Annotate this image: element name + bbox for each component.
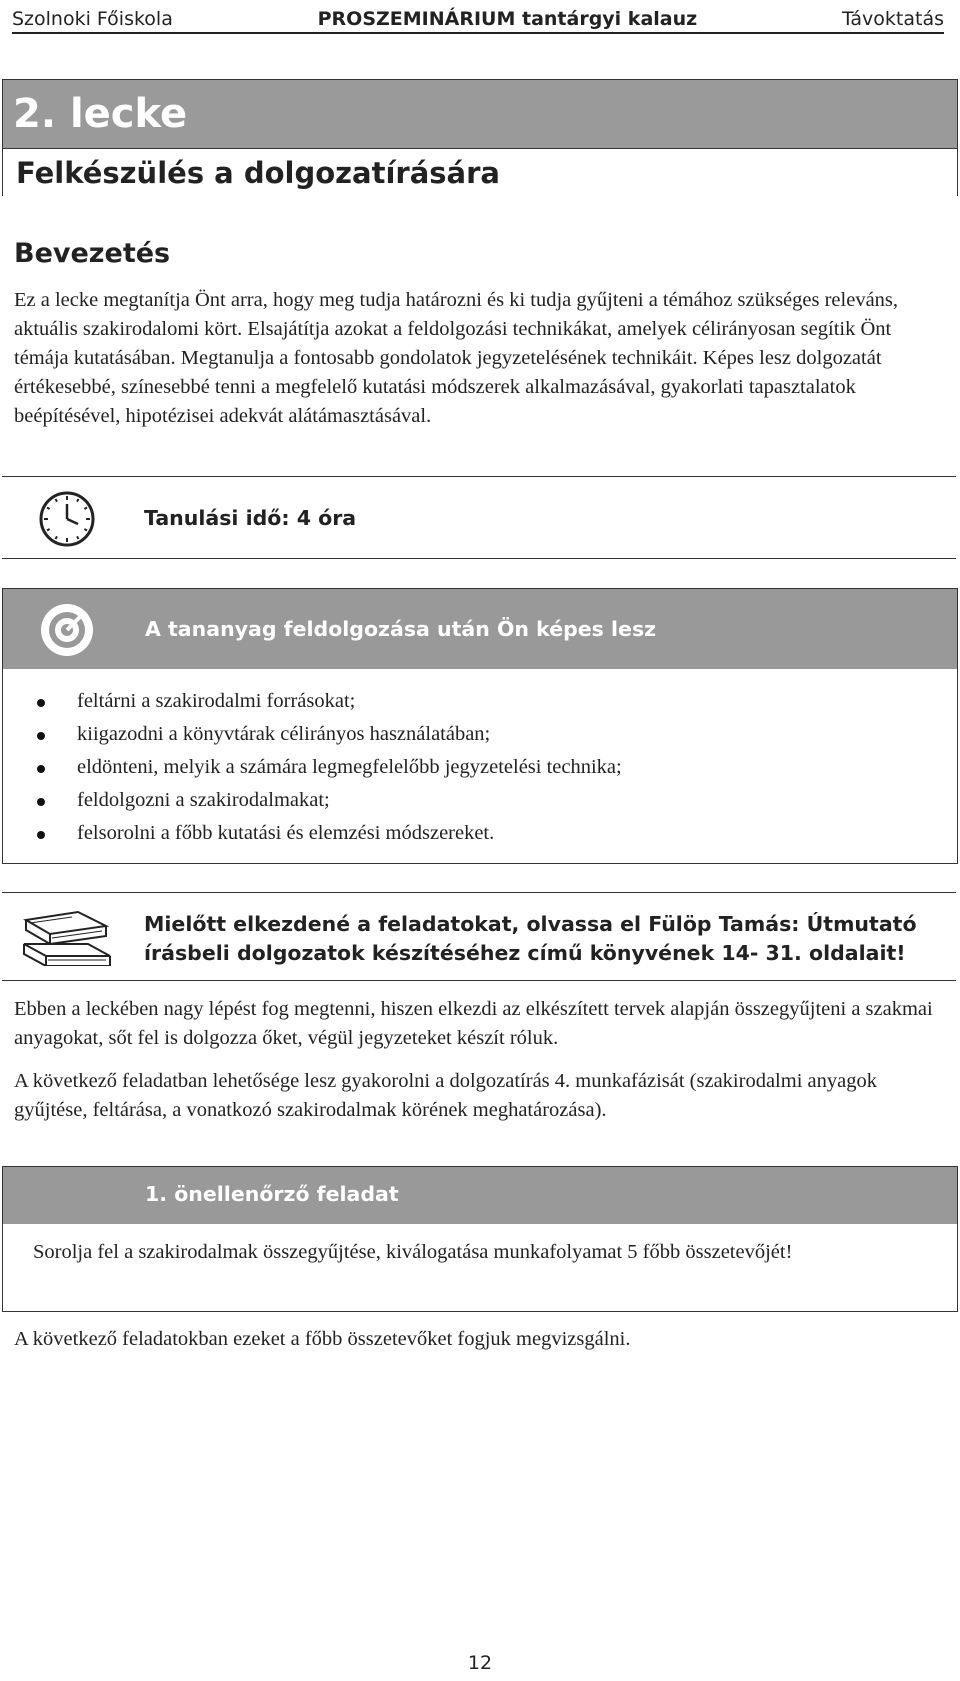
lesson-title-box xyxy=(2,79,958,196)
intro-paragraph: Ez a lecke megtanítja Önt arra, hogy meg tudja határozni és ki tudja gyűjteni a témához szükséges releváns, aktuális szakirodalomi kört. Elsajátítja azokat a feldolgozási technikákat, amelyek célirányosan segítik Önt témája kutatásában. Megtanulja a fontosabb gondolatok jegyzetelésének technikáit. Képes lesz dolgozatát értékesebbé, színesebbé tenni a megfelelő kutatási módszerek alkalmazásával, gyakorlati tapasztalatok beépítésével, hipotézisei adekvát alátámasztásával. xyxy=(14,289,899,427)
header-program: Távoktatás xyxy=(841,8,944,30)
header-institution: Szolnoki Főiskola xyxy=(12,8,173,30)
study-time-label: Tanulási idő: 4 óra xyxy=(144,506,357,530)
page-number: 12 xyxy=(467,1652,493,1674)
page-header xyxy=(12,6,944,34)
divider xyxy=(2,892,956,893)
bullet-icon xyxy=(37,831,45,839)
clock-icon xyxy=(38,490,96,552)
bullet-icon xyxy=(37,798,45,806)
body-paragraph: A következő feladatban lehetősége lesz gyakorolni a dolgozatírás 4. munkafázisát (szakirodalmi anyagok gyűjtése, feltárása, a vonatkozó szakirodalmak körének meghatározása). xyxy=(14,1070,877,1121)
reading-assignment: Mielőtt elkezdené a feladatokat, olvassa el Fülöp Tamás: Útmutató írásbeli dolgozatok készítéséhez című könyvének 14- 31. oldalait! xyxy=(144,912,917,965)
bullet-icon xyxy=(37,732,45,740)
list-item: eldönteni, melyik a számára legmegfelelőbb jegyzetelési technika; xyxy=(3,751,622,784)
list-item: feltárni a szakirodalmi forrásokat; xyxy=(3,685,622,718)
closing-paragraph: A következő feladatokban ezeket a főbb összetevőket fogjuk megvizsgálni. xyxy=(14,1328,631,1350)
learning-goals-list xyxy=(3,685,622,850)
learning-goals-box xyxy=(2,588,958,864)
learning-goals-heading: A tananyag feldolgozása után Ön képes lesz xyxy=(145,617,657,641)
list-item: kiigazodni a könyvtárak célirányos használatában; xyxy=(3,718,622,751)
list-item: feldolgozni a szakirodalmakat; xyxy=(3,784,622,817)
lesson-number: 2. lecke xyxy=(3,80,957,148)
intro-heading: Bevezetés xyxy=(14,238,171,269)
learning-goals-header xyxy=(3,589,957,669)
divider xyxy=(2,558,956,559)
bullet-icon xyxy=(37,765,45,773)
lesson-title: Felkészülés a dolgozatírására xyxy=(3,148,957,196)
exercise-text: Sorolja fel a szakirodalmak összegyűjtése, kiválogatása munkafolyamat 5 főbb összetevőjét! xyxy=(33,1241,793,1263)
exercise-header xyxy=(3,1167,957,1224)
exercise-title: 1. önellenőrző feladat xyxy=(145,1182,399,1206)
header-course-title: PROSZEMINÁRIUM tantárgyi kalauz xyxy=(317,8,698,30)
books-icon xyxy=(18,904,116,970)
divider xyxy=(2,980,956,981)
list-item: felsorolni a főbb kutatási és elemzési módszereket. xyxy=(3,817,622,850)
exercise-box xyxy=(2,1166,958,1312)
target-icon xyxy=(39,602,95,662)
body-paragraph: Ebben a leckében nagy lépést fog megtenni, hiszen elkezdi az elkészített tervek alapján összegyűjteni a szakmai anyagokat, sőt fel is dolgozza őket, végül jegyzeteket készít róluk. xyxy=(14,998,933,1049)
divider xyxy=(2,476,956,477)
bullet-icon xyxy=(37,699,45,707)
